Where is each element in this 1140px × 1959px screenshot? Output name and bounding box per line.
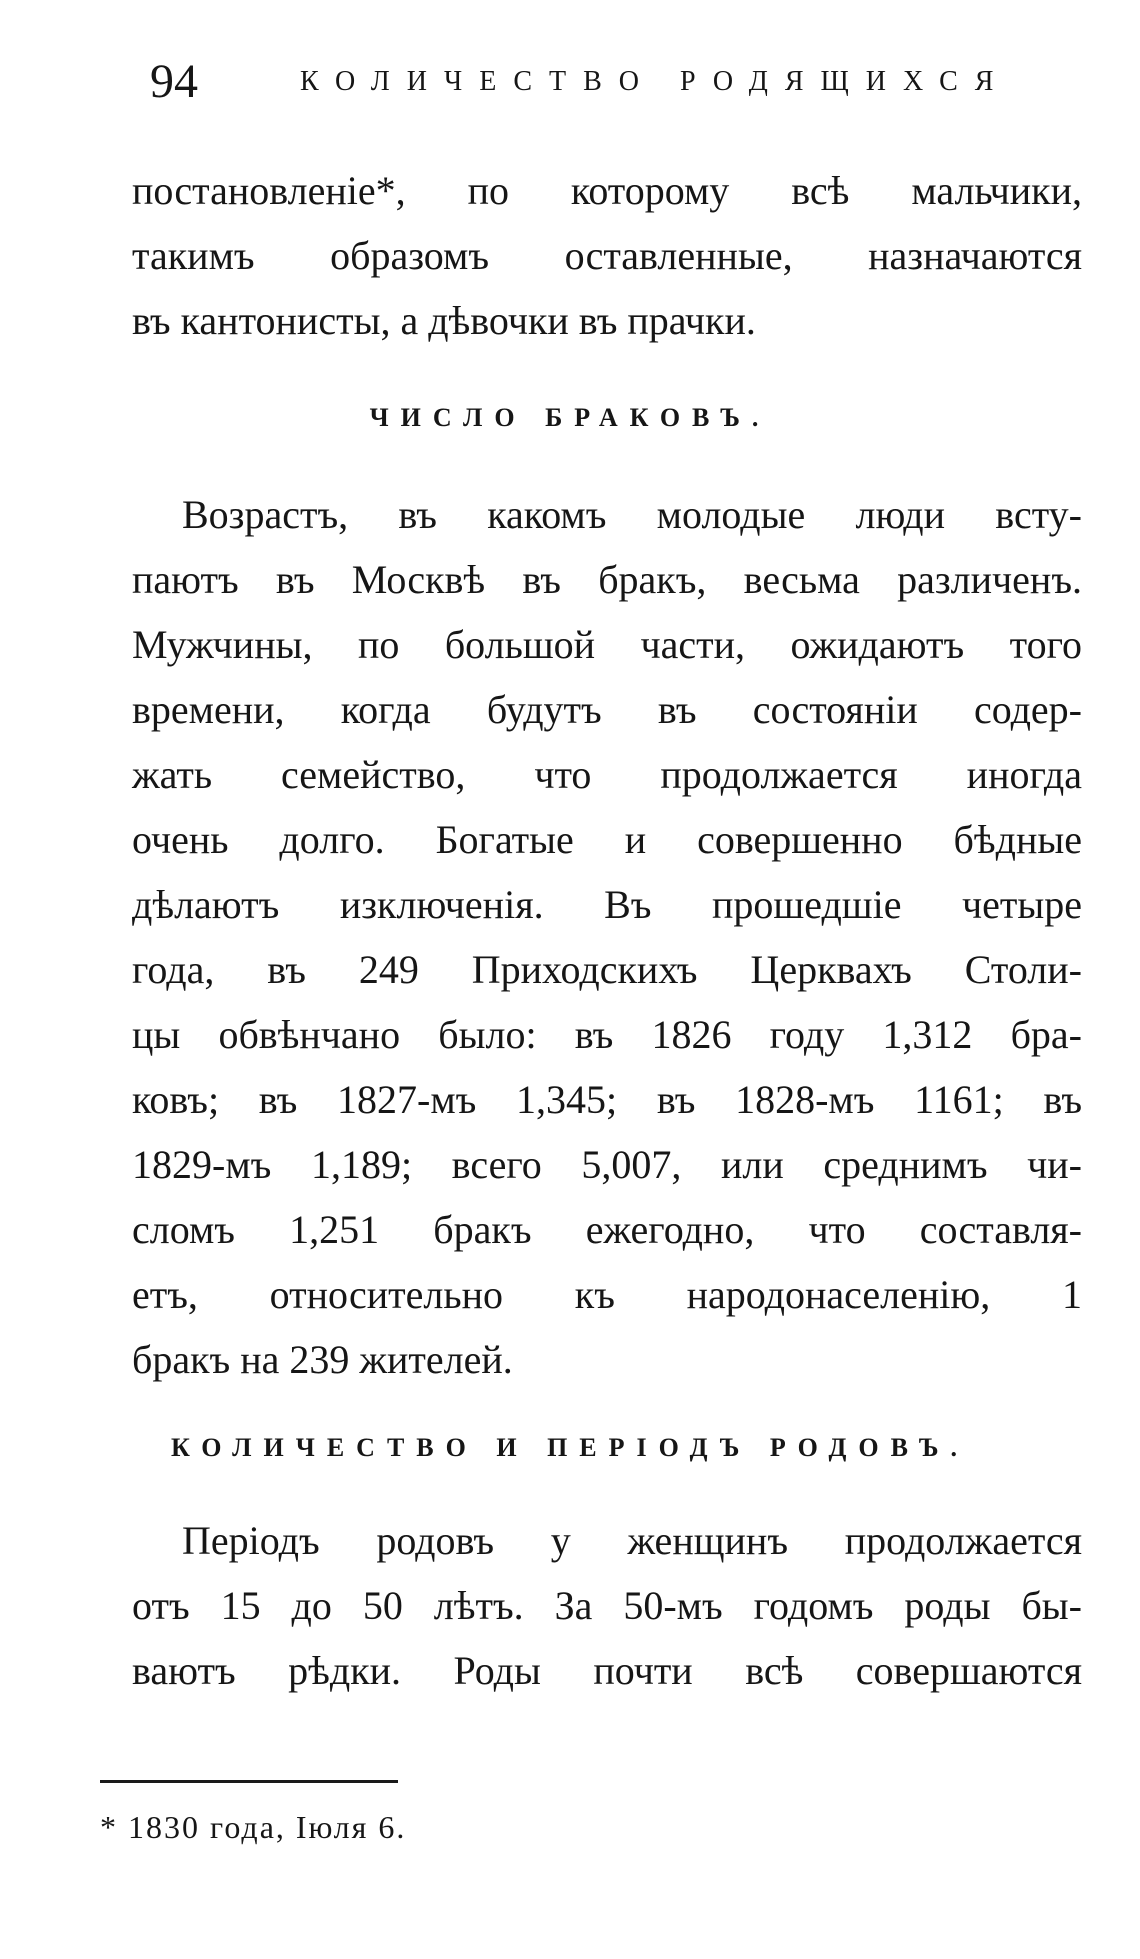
text-line: отъ 15 до 50 лѣтъ. За 50-мъ годомъ роды бы-	[132, 1583, 1082, 1628]
text-line: въ кантонисты, а дѣвочки въ прачки.	[132, 298, 756, 343]
running-title: КОЛИЧЕСТВО РОДЯЩИХСЯ	[300, 66, 1011, 97]
text-line: постановленіе*, по которому всѣ мальчики,	[132, 168, 1082, 213]
text-line: бракъ на 239 жителей.	[132, 1337, 513, 1382]
text-line: ковъ; въ 1827-мъ 1,345; въ 1828-мъ 1161; въ	[132, 1077, 1082, 1122]
footnote: * 1830 года, Іюля 6.	[100, 1809, 407, 1845]
text-line: дѣлаютъ изключенія. Въ прошедшіе четыре	[132, 882, 1082, 927]
text-line: цы обвѣнчано было: въ 1826 году 1,312 бра-	[132, 1012, 1082, 1057]
text-line: ваютъ рѣдки. Роды почти всѣ совершаются	[132, 1648, 1082, 1693]
paragraph-1	[132, 158, 1082, 353]
text-line: паютъ въ Москвѣ въ бракъ, весьма различенъ.	[132, 557, 1082, 602]
text-line: 1829-мъ 1,189; всего 5,007, или среднимъ чи-	[132, 1142, 1082, 1187]
paragraph-3	[132, 1508, 1082, 1703]
text-line: времени, когда будутъ въ состояніи содер-	[132, 687, 1082, 732]
section-heading-marriages: ЧИСЛО БРАКОВЪ.	[369, 403, 771, 432]
text-line: сломъ 1,251 бракъ ежегодно, что составля-	[132, 1207, 1082, 1252]
text-line: очень долго. Богатые и совершенно бѣдные	[132, 817, 1082, 862]
text-line: такимъ образомъ оставленные, назначаются	[132, 233, 1082, 278]
footnote-rule	[100, 1780, 398, 1783]
paragraph-2	[132, 482, 1082, 1392]
text-line: года, въ 249 Приходскихъ Церквахъ Столи-	[132, 947, 1082, 992]
text-line: Мужчины, по большой части, ожидаютъ того	[132, 622, 1082, 667]
page-number: 94	[150, 55, 198, 108]
section-heading-births: КОЛИЧЕСТВО И ПЕРІОДЪ РОДОВЪ.	[171, 1433, 969, 1462]
text-line: жать семейство, что продолжается иногда	[132, 752, 1082, 797]
text-line: Періодъ родовъ у женщинъ продолжается	[182, 1518, 1082, 1563]
running-head	[150, 52, 1080, 112]
text-line: Возрастъ, въ какомъ молодые люди всту-	[182, 492, 1082, 537]
text-line: етъ, относительно къ народонаселенію, 1	[132, 1272, 1082, 1317]
